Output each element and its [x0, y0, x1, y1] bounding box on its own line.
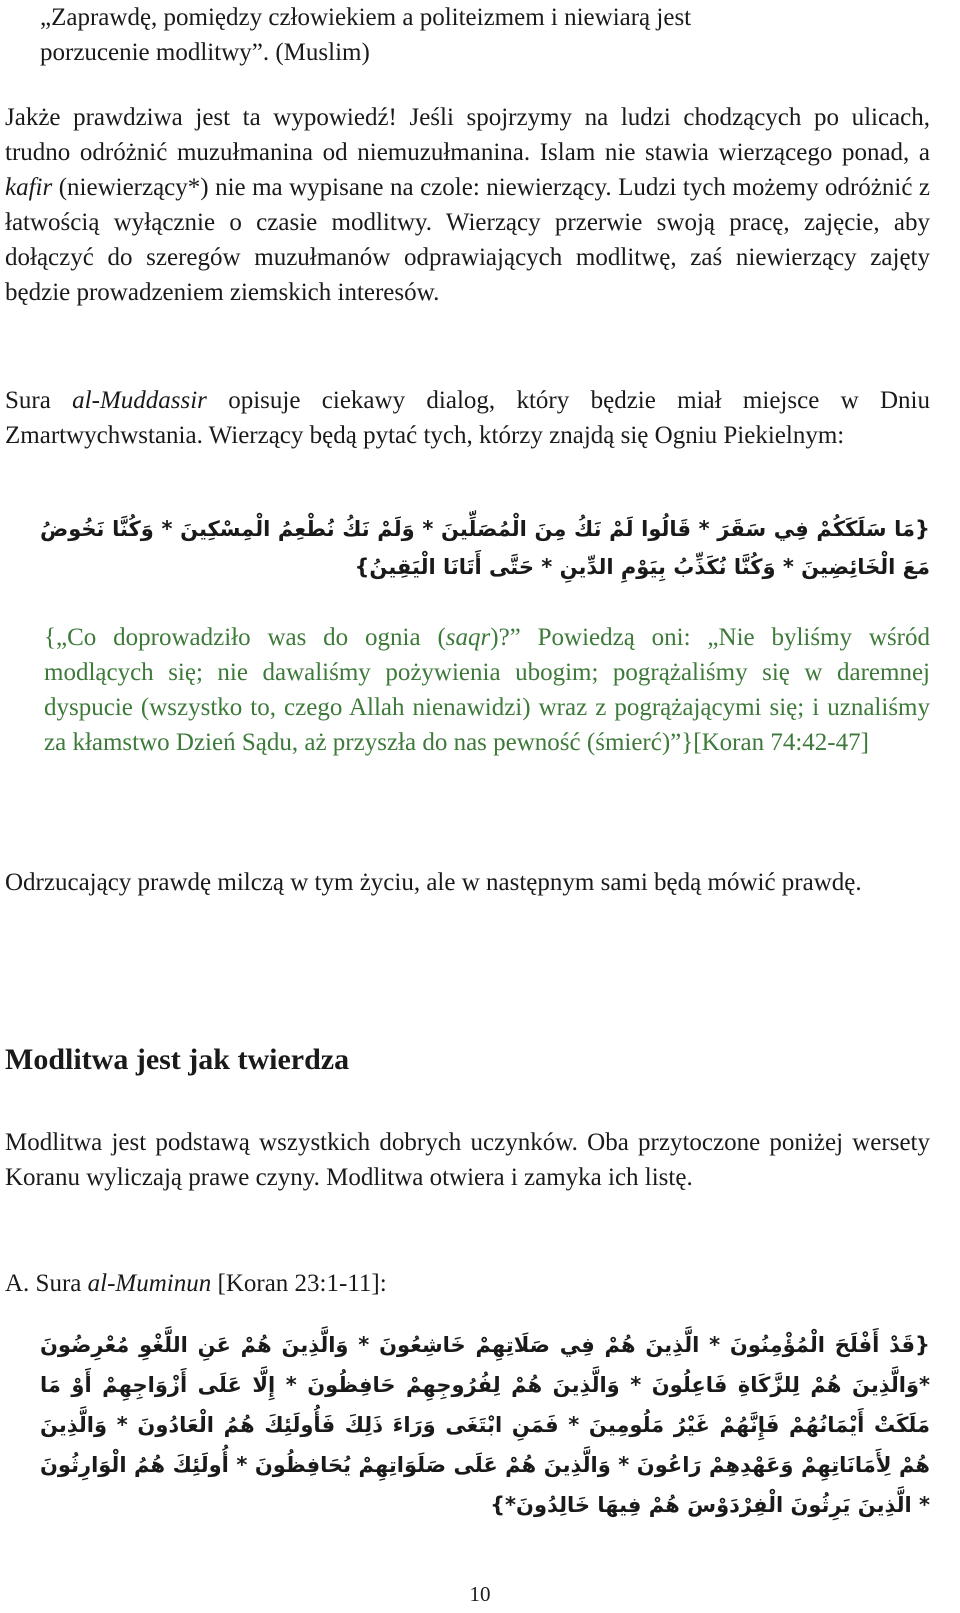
paragraph-muddassir-text-b: opisuje ciekawy dialog, który będzie miał miejsce w Dniu Zmartwychwstania. Wierzący będą pytać tych, którzy znajdą się Ogniu Piekielnym: — [5, 387, 931, 449]
verse-translation-text-a: {„Co doprowadziło was do ognia ( — [44, 624, 446, 651]
section-heading: Modlitwa jest jak twierdza — [5, 1043, 350, 1076]
hadith-quote — [40, 0, 930, 70]
page-number: 10 — [469, 1582, 491, 1606]
paragraph-muddassir-text-a: Sura — [5, 387, 73, 414]
sura-name-muddassir: al-Muddassir — [72, 387, 207, 414]
arabic-verse-74: {مَا سَلَكَكُمْ فِي سَقَرَ * قَالُوا لَمْ نَكُ مِنَ الْمُصَلِّينَ * وَلَمْ نَكُ نُطْعِمُ الْمِسْكِينَ * وَكُنَّا نَخُوضُ مَعَ الْخَائِضِينَ * وَكُنَّا نُكَذِّبُ بِيَوْمِ الدِّينِ * حَتَّى أَتَانَا الْيَقِينُ} — [40, 517, 930, 579]
paragraph-fortress: Modlitwa jest podstawą wszystkich dobrych uczynków. Oba przytoczone poniżej wersety Koranu wyliczają prawe czyny. Modlitwa otwiera i zamyka ich listę. — [5, 1129, 930, 1191]
sura-label-text-b: [Koran 23:1-11]: — [211, 1270, 387, 1297]
arabic-verse-23: {قَدْ أَفْلَحَ الْمُؤْمِنُونَ * الَّذِينَ هُمْ فِي صَلَاتِهِمْ خَاشِعُونَ * وَالَّذِينَ هُمْ عَنِ اللَّغْوِ مُعْرِضُونَ *وَالَّذِينَ هُمْ لِلزَّكَاةِ فَاعِلُونَ * وَالَّذِينَ هُمْ لِفُرُوجِهِمْ حَافِظُونَ * إِلَّا عَلَى أَزْوَاجِهِمْ أَوْ مَا مَلَكَتْ أَيْمَانُهُمْ فَإِنَّهُمْ غَيْرُ مَلُومِينَ * فَمَنِ ابْتَغَى وَرَاءَ ذَلِكَ فَأُولَئِكَ هُمُ الْعَادُونَ * وَالَّذِينَ هُمْ لِأَمَانَاتِهِمْ وَعَهْدِهِمْ رَاعُونَ * وَالَّذِينَ هُمْ عَلَى صَلَوَاتِهِمْ يُحَافِظُونَ * أُولَئِكَ هُمُ الْوَارِثُونَ * الَّذِينَ يَرِثُونَ الْفِرْدَوْسَ هُمْ فِيهَا خَالِدُونَ*} — [40, 1333, 930, 1517]
sura-muminun-label — [5, 1266, 930, 1301]
sura-label-text-a: A. Sura — [5, 1270, 88, 1297]
paragraph-truth: Odrzucający prawdę milczą w tym życiu, ale w następnym sami będą mówić prawdę. — [5, 869, 862, 896]
paragraph-intro — [5, 100, 930, 310]
verse-translation-text-b: )?” Powiedzą oni: „Nie byliśmy wśród modlących się; nie dawaliśmy pożywienia ubogim; pogrążaliśmy się w daremnej dyspucie (wszystko to, czego Allah nienawidzi) wraz z pogrążającymi się; i uznaliśmy za kłamstwo Dzień Sądu, aż przyszła do nas pewność (śmierć)”}[Koran 74:42-47] — [44, 624, 931, 756]
paragraph-muddassir — [5, 383, 930, 453]
hadith-quote-line-2: porzucenie modlitwy”. (Muslim) — [40, 39, 370, 66]
term-kafir: kafir — [5, 174, 53, 201]
paragraph-intro-text-b: (niewierzący*) nie ma wypisane na czole: niewierzący. Ludzi tych możemy odróżnić z łatwością wyłącznie o czasie modlitwy. Wierzący przerwie swoją pracę, zajęcie, aby dołączyć do szeregów muzułmanów odprawiających modlitwę, zaś niewierzący zajęty będzie prowadzeniem ziemskich interesów. — [5, 174, 930, 306]
term-saqr: saqr — [445, 624, 491, 651]
verse-translation-74 — [44, 620, 930, 760]
hadith-quote-line-1: „Zaprawdę, pomiędzy człowiekiem a politeizmem i niewiarą jest — [40, 4, 692, 31]
paragraph-intro-text-a: Jakże prawdziwa jest ta wypowiedź! Jeśli spojrzymy na ludzi chodzących po ulicach, trudno odróżnić muzułmanina od niemuzułmanina. Islam nie stawia wierzącego ponad, a — [5, 104, 930, 166]
sura-name-muminun: al-Muminun — [87, 1270, 212, 1297]
